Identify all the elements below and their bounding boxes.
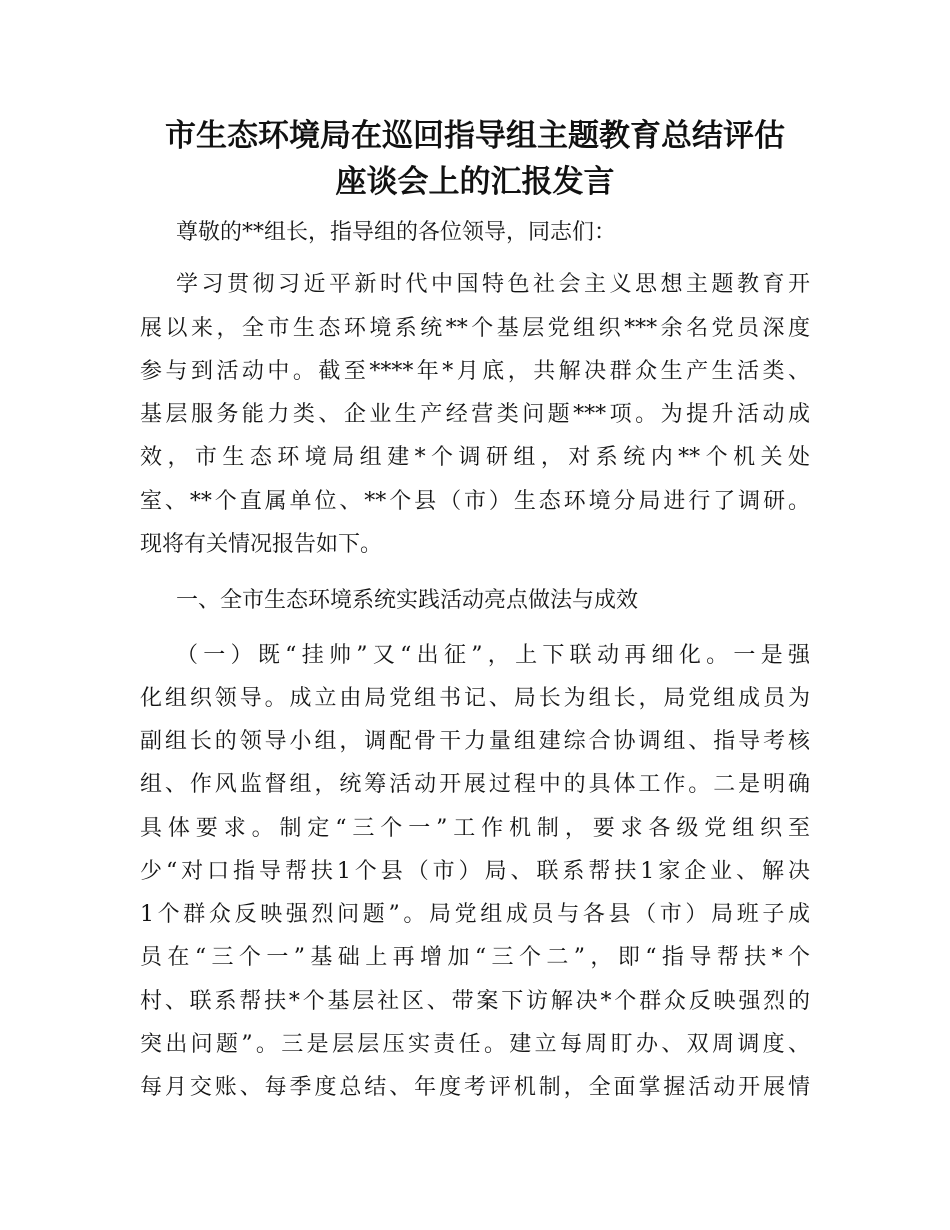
paragraph-2-line-1: （一）既“挂帅”又“出征”，上下联动再细化。一是强: [176, 643, 810, 668]
paragraph-2-line-7: 1个群众反映强烈问题”。局党组成员与各县（市）局班子成: [140, 902, 810, 927]
document-title-line-1: 市生态环境局在巡回指导组主题教育总结评估: [165, 118, 785, 154]
paragraph-2-line-5: 具体要求。制定“三个一”工作机制，要求各级党组织至: [140, 816, 810, 841]
paragraph-2-line-10: 突出问题”。三是层层压实责任。建立每周盯办、双周调度、: [140, 1032, 810, 1057]
section-heading: 一、全市生态环境系统实践活动亮点做法与成效: [176, 588, 639, 613]
salutation: 尊敬的**组长，指导组的各位领导，同志们：: [176, 220, 617, 245]
paragraph-1-line-2: 展以来，全市生态环境系统**个基层党组织***余名党员深度: [140, 316, 810, 341]
paragraph-1-line-5: 效，市生态环境局组建*个调研组，对系统内**个机关处: [140, 445, 810, 470]
paragraph-2-line-8: 员在“三个一”基础上再增加“三个二”，即“指导帮扶*个: [140, 945, 810, 970]
paragraph-2-line-3: 副组长的领导小组，调配骨干力量组建综合协调组、指导考核: [140, 729, 810, 754]
paragraph-1-line-1: 学习贯彻习近平新时代中国特色社会主义思想主题教育开: [176, 272, 810, 297]
paragraph-2-line-6: 少“对口指导帮扶1个县（市）局、联系帮扶1家企业、解决: [140, 859, 810, 884]
paragraph-1-line-3: 参与到活动中。截至****年*月底，共解决群众生产生活类、: [140, 359, 810, 384]
paragraph-1-line-7: 现将有关情况报告如下。: [140, 532, 383, 557]
paragraph-2-line-9: 村、联系帮扶*个基层社区、带案下访解决*个群众反映强烈的: [140, 989, 810, 1014]
document-title-line-2: 座谈会上的汇报发言: [335, 164, 615, 200]
paragraph-2-line-4: 组、作风监督组，统筹活动开展过程中的具体工作。二是明确: [140, 772, 810, 797]
paragraph-1-line-4: 基层服务能力类、企业生产经营类问题***项。为提升活动成: [140, 402, 810, 427]
paragraph-1-line-6: 室、**个直属单位、**个县（市）生态环境分局进行了调研。: [140, 489, 810, 514]
paragraph-2-line-11: 每月交账、每季度总结、年度考评机制，全面掌握活动开展情: [140, 1075, 810, 1100]
paragraph-2-line-2: 化组织领导。成立由局党组书记、局长为组长，局党组成员为: [140, 686, 810, 711]
